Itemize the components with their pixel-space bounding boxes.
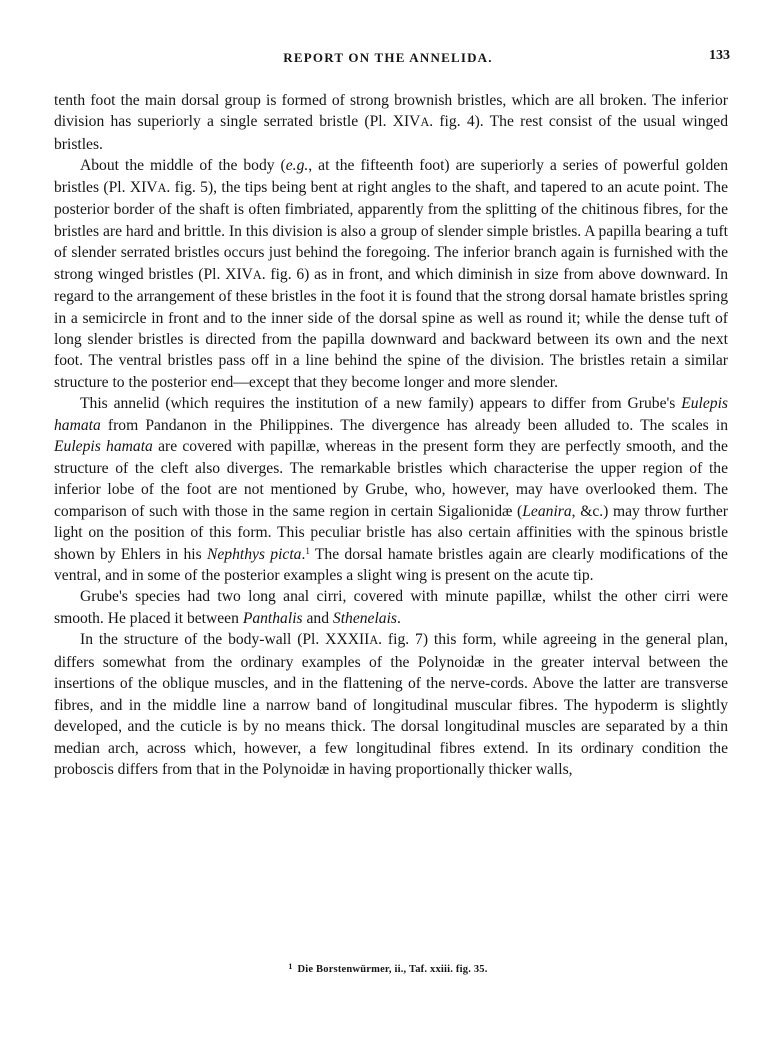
text-run: The dorsal hamate bristles again are clearly modifications of the ventral, and in some of the posterior examples a slight wing is present on the acute tip. [54,545,728,584]
italic-text: e.g. [285,157,309,175]
text-run: . [301,545,306,563]
text-run: About the middle of the body ( [80,157,286,175]
small-caps-text: A [369,633,379,648]
footnote-marker: 1 [288,962,293,971]
italic-text: Nephthys picta [206,545,302,563]
text-run: . fig. 5), the tips being bent at right angles to the shaft, and tapered to an acute point. The posterior border of the shaft is often fimbriated, apparently from the splitting of the chitinous fibres, for the bristles are hard and brittle. In this division is also a group of slender simple bristles. A papilla bearing a tuft of slender serrated bristles occurs just behind the foregoing. The inferior branch again is furnished with the strong winged bristles (Pl. XIV [54,178,729,283]
paragraph [54,393,728,586]
text-run: . fig. 6) as in front, and which diminish in size from above downward. In regard to the arrangement of these bristles in the foot it is found that the strong dorsal hamate bristles spring in a semicircle in front and to the inner side of the dorsal spine as well as round it; while the dense tuft of long slender bristles is directed from the papilla downward and backward between its own and the next foot. The ventral bristles pass off in a line behind the spine of the division. The bristles retain a similar structure to the posterior end—except that they become longer and more slender. [54,265,728,391]
running-head-title: REPORT ON THE ANNELIDA. [283,50,493,65]
footnote-text: Die Borstenwürmer, ii., Taf. xxiii. fig. 35. [297,964,488,975]
text-run: are covered with papillæ, whereas in the present form they are perfectly smooth, and the structure of the cleft also diverges. The remarkable bristles which characterise the upper region of the inferior lobe of the foot are not mentioned by Grube, who, however, may have overlooked them. The comparison of such with those in the same region in certain Sigalionidæ ( [54,438,728,520]
page-number: 133 [709,48,730,63]
body-text [54,90,728,781]
text-run: In the structure of the body-wall (Pl. XXXII [80,631,370,649]
footnote [0,962,776,975]
footnote-reference: 1 [305,545,310,556]
italic-text: Leanira [522,502,572,520]
small-caps-text: A [420,115,430,130]
italic-text: Sthenelais [332,609,398,627]
italic-text: Panthalis [242,609,303,627]
text-run: tenth foot the main dorsal group is formed of strong brownish bristles, which are all broken. The inferior division has superiorly a single serrated bristle (Pl. XIV [54,92,728,131]
paragraph [54,155,728,393]
text-run: , at the fifteenth foot) are superiorly a series of powerful golden bristles (Pl. XIV [54,157,729,196]
text-run: from Pandanon in the Philippines. The divergence has already been alluded to. The scales in [100,416,728,434]
paragraph [54,629,728,780]
small-caps-text: A [157,180,167,195]
italic-text: Eulepis hamata [54,438,153,456]
text-run: Grube's species had two long anal cirri, covered with minute papillæ, whilst the other cirri were smooth. He placed it between [54,588,728,627]
paragraph [54,90,728,155]
text-run: . fig. 7) this form, while agreeing in the general plan, differs somewhat from the ordinary examples of the Polynoidæ in the greater interval between the insertions of the oblique muscles, and in the flattening of the nerve-cords. Above the latter are transverse fibres, and in the middle line a narrow band of longitudinal muscular fibres. The hypoderm is slightly developed, and the cuticle is by no means thick. The dorsal longitudinal muscles are separated by a thin median arch, across which, however, a few longitudinal fibres extend. In its ordinary condition the proboscis differs from that in the Polynoidæ in having proportionally thicker walls, [54,631,729,779]
text-run: and [302,609,333,627]
text-run: . [397,609,401,627]
text-run: , &c.) may throw further light on the position of this form. This peculiar bristle has also certain affinities with the spinous bristle shown by Ehlers in his [54,502,728,563]
text-run: This annelid (which requires the institution of a new family) appears to differ from Grube's [80,395,682,413]
running-head [0,50,776,70]
italic-text: Eulepis hamata [54,395,728,434]
paragraph [54,586,728,629]
small-caps-text: A [252,267,262,282]
text-run: . fig. 4). The rest consist of the usual winged bristles. [54,113,729,153]
